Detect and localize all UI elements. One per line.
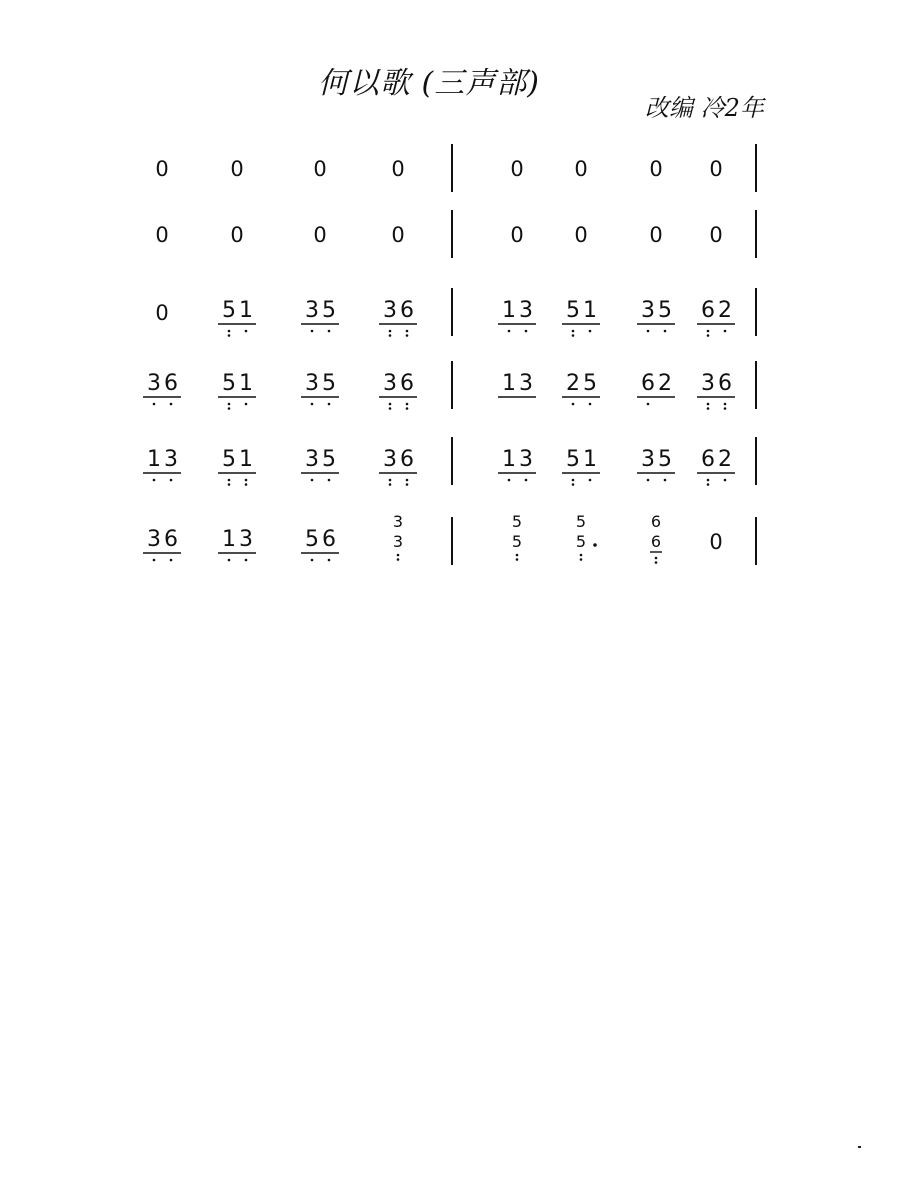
note-digit: 5 (575, 512, 587, 531)
octave-dot (707, 483, 710, 486)
note-digit: 1 (502, 298, 516, 323)
rest-digit: 0 (155, 157, 169, 181)
octave-dot (328, 330, 331, 333)
rest-digit: 0 (510, 157, 524, 181)
octave-dot (406, 483, 409, 486)
octave-dot (707, 403, 710, 406)
rest-digit: 0 (230, 157, 244, 181)
octave-dot (580, 558, 583, 561)
octave-dot (707, 479, 710, 482)
rest-digit: 0 (155, 223, 169, 247)
note-digit: 3 (641, 447, 655, 472)
note-digit: 1 (239, 371, 253, 396)
octave-dot (589, 479, 592, 482)
note-digit: 6 (322, 527, 336, 552)
rest-digit: 0 (313, 157, 327, 181)
note-digit: 5 (322, 447, 336, 472)
augmentation-dot (593, 543, 597, 547)
note-digit: 5 (305, 527, 319, 552)
note-digit: 2 (566, 371, 580, 396)
octave-dot (572, 483, 575, 486)
octave-dot (397, 558, 400, 561)
rest-digit: 0 (155, 301, 169, 325)
note-digit: 1 (222, 527, 236, 552)
octave-dot (406, 330, 409, 333)
octave-dot (655, 557, 658, 560)
note-digit: 2 (658, 371, 672, 396)
octave-dot (647, 479, 650, 482)
note-digit: 3 (519, 447, 533, 472)
octave-dot (406, 407, 409, 410)
note-digit: 6 (164, 371, 178, 396)
octave-dot (389, 330, 392, 333)
octave-dot (707, 407, 710, 410)
octave-dot (572, 403, 575, 406)
note-digit: 3 (305, 447, 319, 472)
octave-dot (311, 479, 314, 482)
note-digit: 5 (566, 447, 580, 472)
octave-dot (508, 479, 511, 482)
note-digit: 6 (400, 298, 414, 323)
score-title: 何以歌 (三声部) (318, 66, 540, 101)
note-digit: 1 (239, 298, 253, 323)
octave-dot (516, 558, 519, 561)
octave-dot (406, 403, 409, 406)
note-digit: 6 (701, 447, 715, 472)
octave-dot (311, 559, 314, 562)
octave-dot (580, 554, 583, 557)
octave-dot (170, 559, 173, 562)
octave-dot (572, 334, 575, 337)
octave-dot (228, 407, 231, 410)
octave-dot (724, 479, 727, 482)
note-digit: 3 (392, 532, 404, 551)
note-digit: 1 (502, 447, 516, 472)
note-digit: 5 (222, 298, 236, 323)
rest-digit: 0 (391, 223, 405, 247)
octave-dot (328, 403, 331, 406)
octave-dot (525, 330, 528, 333)
note-digit: 5 (511, 532, 523, 551)
note-digit: 6 (650, 512, 662, 531)
note-digit: 3 (383, 371, 397, 396)
octave-dot (647, 330, 650, 333)
rest-digit: 0 (313, 223, 327, 247)
octave-dot (406, 479, 409, 482)
octave-dot (406, 334, 409, 337)
rest-digit: 0 (391, 157, 405, 181)
rest-digit: 0 (649, 157, 663, 181)
note-digit: 3 (147, 371, 161, 396)
note-digit: 6 (164, 527, 178, 552)
note-digit: 3 (147, 527, 161, 552)
rest-digit: 0 (510, 223, 524, 247)
note-digit: 3 (641, 298, 655, 323)
octave-dot (525, 479, 528, 482)
octave-dot (328, 479, 331, 482)
rest-digit: 0 (574, 157, 588, 181)
rest-digit: 0 (574, 223, 588, 247)
note-digit: 1 (239, 447, 253, 472)
rest-digit: 0 (649, 223, 663, 247)
rest-digit: 0 (230, 223, 244, 247)
octave-dot (516, 554, 519, 557)
octave-dot (647, 403, 650, 406)
octave-dot (228, 403, 231, 406)
octave-dot (508, 330, 511, 333)
octave-dot (245, 479, 248, 482)
note-digit: 1 (583, 447, 597, 472)
octave-dot (389, 479, 392, 482)
note-digit: 5 (566, 298, 580, 323)
octave-dot (245, 559, 248, 562)
octave-dot (153, 559, 156, 562)
note-digit: 1 (147, 447, 161, 472)
octave-dot (724, 407, 727, 410)
octave-dot (245, 330, 248, 333)
note-digit: 2 (718, 447, 732, 472)
octave-dot (245, 483, 248, 486)
octave-dot (311, 330, 314, 333)
octave-dot (664, 479, 667, 482)
octave-dot (389, 403, 392, 406)
note-digit: 3 (519, 371, 533, 396)
note-digit: 3 (239, 527, 253, 552)
octave-dot (589, 403, 592, 406)
note-digit: 5 (322, 371, 336, 396)
note-digit: 5 (658, 298, 672, 323)
octave-dot (328, 559, 331, 562)
note-digit: 6 (400, 447, 414, 472)
octave-dot (245, 403, 248, 406)
note-digit: 5 (511, 512, 523, 531)
octave-dot (228, 334, 231, 337)
rest-digit: 0 (709, 530, 723, 554)
octave-dot (153, 403, 156, 406)
octave-dot (228, 559, 231, 562)
note-digit: 6 (650, 532, 662, 551)
octave-dot (389, 334, 392, 337)
octave-dot (311, 403, 314, 406)
octave-dot (153, 479, 156, 482)
octave-dot (228, 479, 231, 482)
octave-dot (397, 554, 400, 557)
note-digit: 5 (322, 298, 336, 323)
note-digit: 1 (502, 371, 516, 396)
note-digit: 3 (164, 447, 178, 472)
note-digit: 6 (400, 371, 414, 396)
arranger-credit: 改编 冷2年 (645, 94, 764, 122)
octave-dot (724, 330, 727, 333)
note-digit: 5 (583, 371, 597, 396)
octave-dot (572, 479, 575, 482)
note-digit: 3 (383, 447, 397, 472)
note-digit: 5 (575, 532, 587, 551)
note-digit: 6 (701, 298, 715, 323)
rest-digit: 0 (709, 223, 723, 247)
octave-dot (572, 330, 575, 333)
note-digit: 5 (222, 447, 236, 472)
note-digit: 3 (519, 298, 533, 323)
octave-dot (707, 334, 710, 337)
octave-dot (170, 403, 173, 406)
rest-digit: 0 (709, 157, 723, 181)
octave-dot (707, 330, 710, 333)
note-digit: 6 (718, 371, 732, 396)
octave-dot (389, 483, 392, 486)
corner-mark (858, 1146, 861, 1148)
octave-dot (170, 479, 173, 482)
octave-dot (228, 483, 231, 486)
note-digit: 6 (641, 371, 655, 396)
note-digit: 1 (583, 298, 597, 323)
note-digit: 5 (658, 447, 672, 472)
note-digit: 2 (718, 298, 732, 323)
note-digit: 3 (383, 298, 397, 323)
octave-dot (655, 561, 658, 564)
note-digit: 5 (222, 371, 236, 396)
octave-dot (228, 330, 231, 333)
note-digit: 3 (701, 371, 715, 396)
note-digit: 3 (305, 298, 319, 323)
note-digit: 3 (392, 512, 404, 531)
octave-dot (664, 330, 667, 333)
note-digit: 3 (305, 371, 319, 396)
octave-dot (589, 330, 592, 333)
octave-dot (724, 403, 727, 406)
octave-dot (389, 407, 392, 410)
